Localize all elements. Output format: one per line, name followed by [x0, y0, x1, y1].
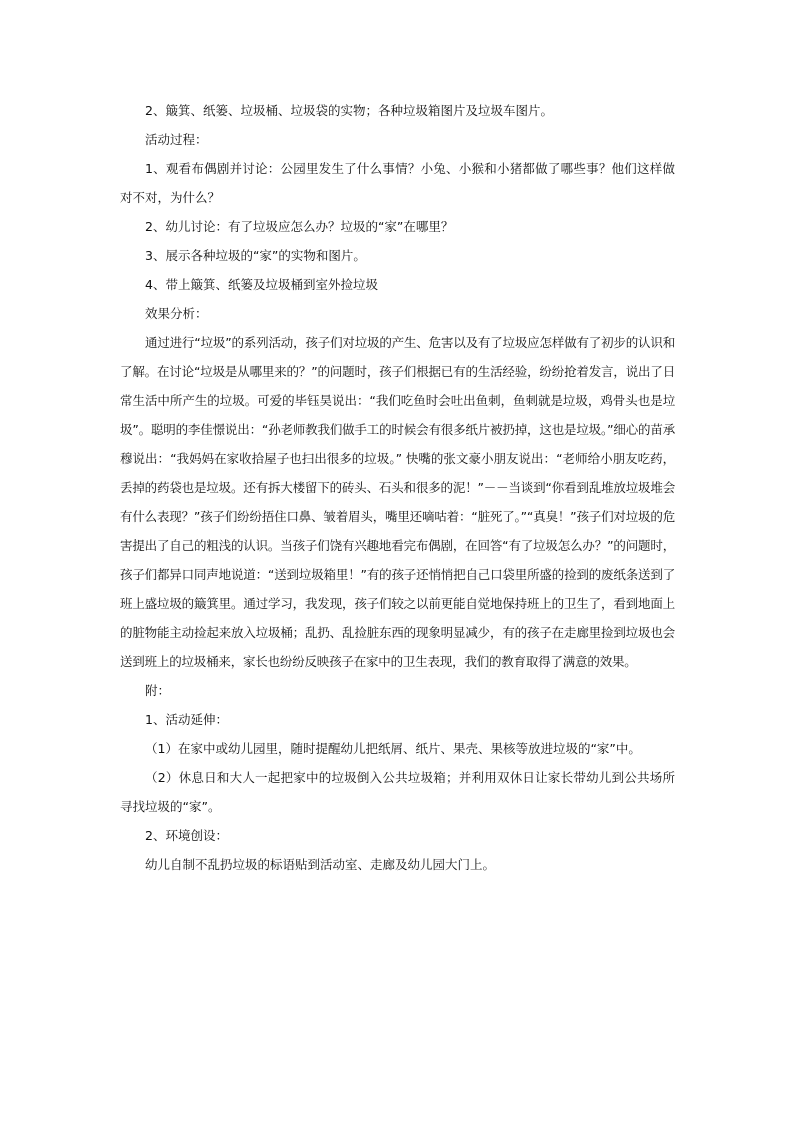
section-heading-activity-process: 活动过程：	[145, 132, 208, 147]
extension-point-1: （1）在家中或幼儿园里，随时提醒幼儿把纸屑、纸片、果壳、果核等放进垃圾的“家”中。	[145, 741, 641, 756]
process-step-3: 3、展示各种垃圾的“家”的实物和图片。	[145, 248, 366, 263]
appendix-item-activity-extension: 1、活动延伸：	[145, 712, 228, 727]
section-heading-appendix: 附：	[145, 683, 171, 698]
process-step-1: 1、观看布偶剧并讨论：公园里发生了什么事情？小兔、小猴和小猪都做了哪些事？他们这样做对不对，为什么？	[120, 161, 675, 205]
effect-analysis-paragraph: 通过进行“垃圾”的系列活动，孩子们对垃圾的产生、危害以及有了垃圾应怎样做有了初步的认识和了解。在讨论“垃圾是从哪里来的？”的问题时，孩子们根据已有的生活经验，纷纷抢着发言，说出了日常生活中所产生的垃圾。可爱的毕钰昊说出：“我们吃鱼时会吐出鱼刺，鱼刺就是垃圾，鸡骨头也是垃圾”。聪明的李佳憬说出：“孙老师教我们做手工的时候会有很多纸片被扔掉，这也是垃圾。”细心的苗承穆说出：“我妈妈在家收拾屋子也扫出很多的垃圾。” 快嘴的张文豪小朋友说出：“老师给小朋友吃药，丢掉的药袋也是垃圾。还有拆大楼留下的砖头、石头和很多的泥！”－－当谈到“你看到乱堆放垃圾堆会有什么表现？”孩子们纷纷捂住口鼻、皱着眉头，嘴里还嘀咕着：“脏死了。”“真臭！”孩子们对垃圾的危害提出了自己的粗浅的认识。当孩子们饶有兴趣地看完布偶剧，在回答“有了垃圾怎么办？”的问题时，孩子们都异口同声地说道：“送到垃圾箱里！”有的孩子还悄悄把自己口袋里所盛的捡到的废纸条送到了班上盛垃圾的簸箕里。通过学习，我发现，孩子们较之以前更能自觉地保持班上的卫生了，看到地面上的脏物能主动捡起来放入垃圾桶；乱扔、乱捡脏东西的现象明显减少，有的孩子在走廊里捡到垃圾也会送到班上的垃圾桶来，家长也纷纷反映孩子在家中的卫生表现，我们的教育取得了满意的效果。	[120, 335, 675, 669]
materials-item-2: 2、簸箕、纸篓、垃圾桶、垃圾袋的实物；各种垃圾箱图片及垃圾车图片。	[145, 103, 553, 118]
environment-description: 幼儿自制不乱扔垃圾的标语贴到活动室、走廊及幼儿园大门上。	[145, 857, 496, 872]
process-step-4: 4、带上簸箕、纸篓及垃圾桶到室外捡垃圾	[145, 277, 378, 292]
document-body	[120, 96, 675, 879]
appendix-item-environment: 2、环境创设：	[145, 828, 228, 843]
section-heading-effect-analysis: 效果分析：	[145, 306, 208, 321]
extension-point-2: （2）休息日和大人一起把家中的垃圾倒入公共垃圾箱；并利用双休日让家长带幼儿到公共场所寻找垃圾的“家”。	[120, 770, 675, 814]
process-step-2: 2、幼儿讨论：有了垃圾应怎么办？垃圾的“家”在哪里？	[145, 219, 454, 234]
